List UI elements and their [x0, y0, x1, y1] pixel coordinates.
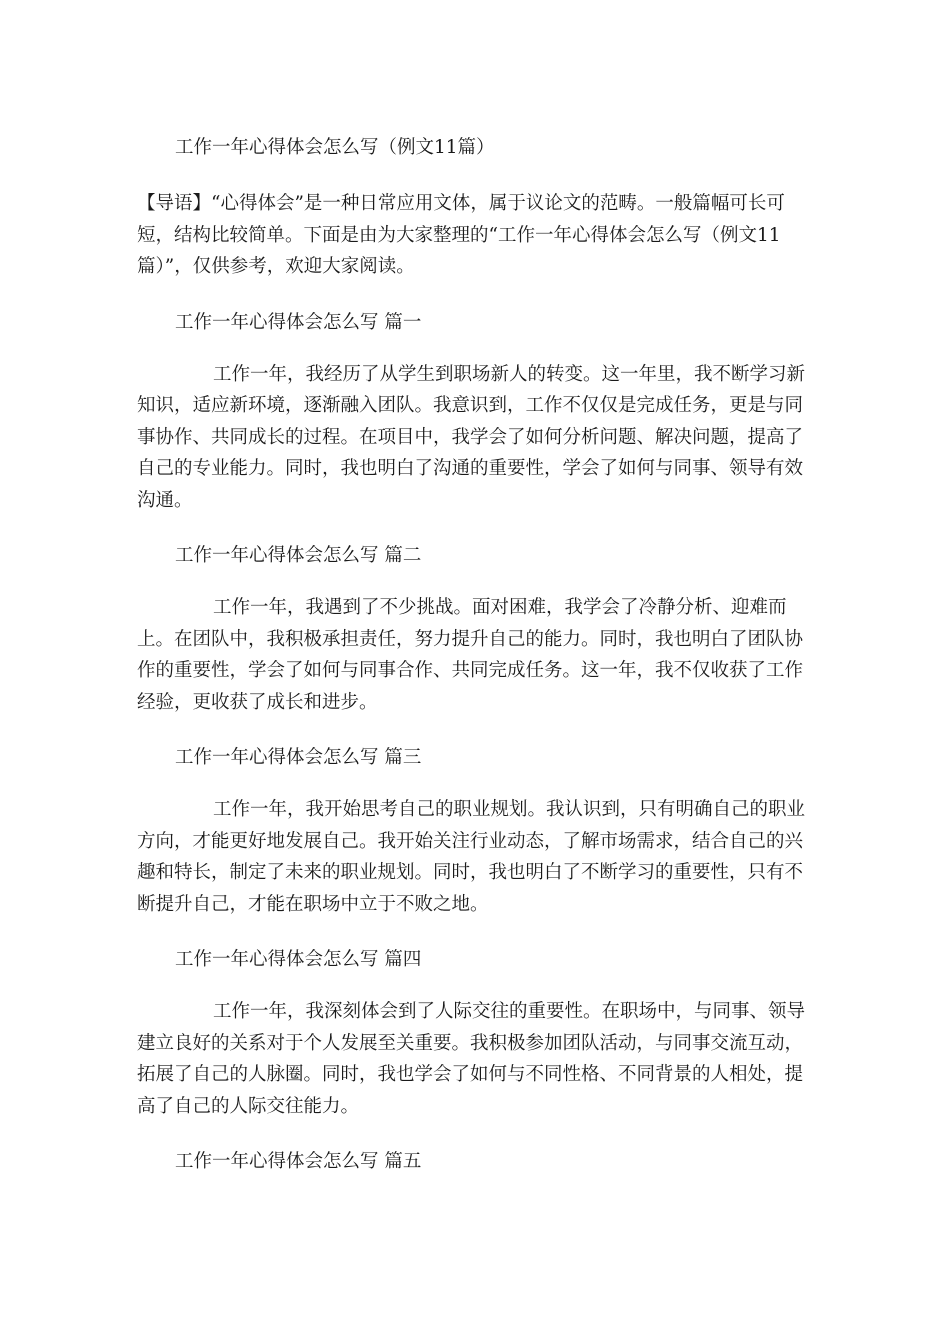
document-page: [137, 134, 809, 1176]
section-body-2: 工作一年，我遇到了不少挑战。面对困难，我学会了冷静分析、迎难而上。在团队中，我积极承担责任，努力提升自己的能力。同时，我也明白了团队协作的重要性，学会了如何与同事合作、共同完成任务。这一年，我不仅收获了工作经验，更收获了成长和进步。: [137, 597, 804, 713]
section-heading-5: 工作一年心得体会怎么写 篇五: [175, 1151, 422, 1172]
document-title: 工作一年心得体会怎么写（例文11篇）: [175, 137, 495, 158]
section-body-3: 工作一年，我开始思考自己的职业规划。我认识到，只有明确自己的职业方向，才能更好地发展自己。我开始关注行业动态，了解市场需求，结合自己的兴趣和特长，制定了未来的职业规划。同时，我也明白了不断学习的重要性，只有不断提升自己，才能在职场中立于不败之地。: [137, 799, 806, 915]
section-heading-2: 工作一年心得体会怎么写 篇二: [175, 545, 422, 566]
section-heading-3: 工作一年心得体会怎么写 篇三: [175, 747, 422, 768]
section-body-1: 工作一年，我经历了从学生到职场新人的转变。这一年里，我不断学习新知识，适应新环境，逐渐融入团队。我意识到，工作不仅仅是完成任务，更是与同事协作、共同成长的过程。在项目中，我学会了如何分析问题、解决问题，提高了自己的专业能力。同时，我也明白了沟通的重要性，学会了如何与同事、领导有效沟通。: [137, 363, 806, 511]
section-heading-1: 工作一年心得体会怎么写 篇一: [175, 311, 422, 333]
section-heading-4: 工作一年心得体会怎么写 篇四: [175, 949, 422, 970]
section-body-4: 工作一年，我深刻体会到了人际交往的重要性。在职场中，与同事、领导建立良好的关系对于个人发展至关重要。我积极参加团队活动，与同事交流互动，拓展了自己的人脉圈。同时，我也学会了如何与不同性格、不同背景的人相处，提高了自己的人际交往能力。: [137, 1001, 806, 1117]
intro-paragraph: 【导语】“心得体会”是一种日常应用文体，属于议论文的范畴。一般篇幅可长可短，结构比较简单。下面是由为大家整理的“工作一年心得体会怎么写（例文11篇）”，仅供参考，欢迎大家阅读。: [137, 193, 785, 277]
